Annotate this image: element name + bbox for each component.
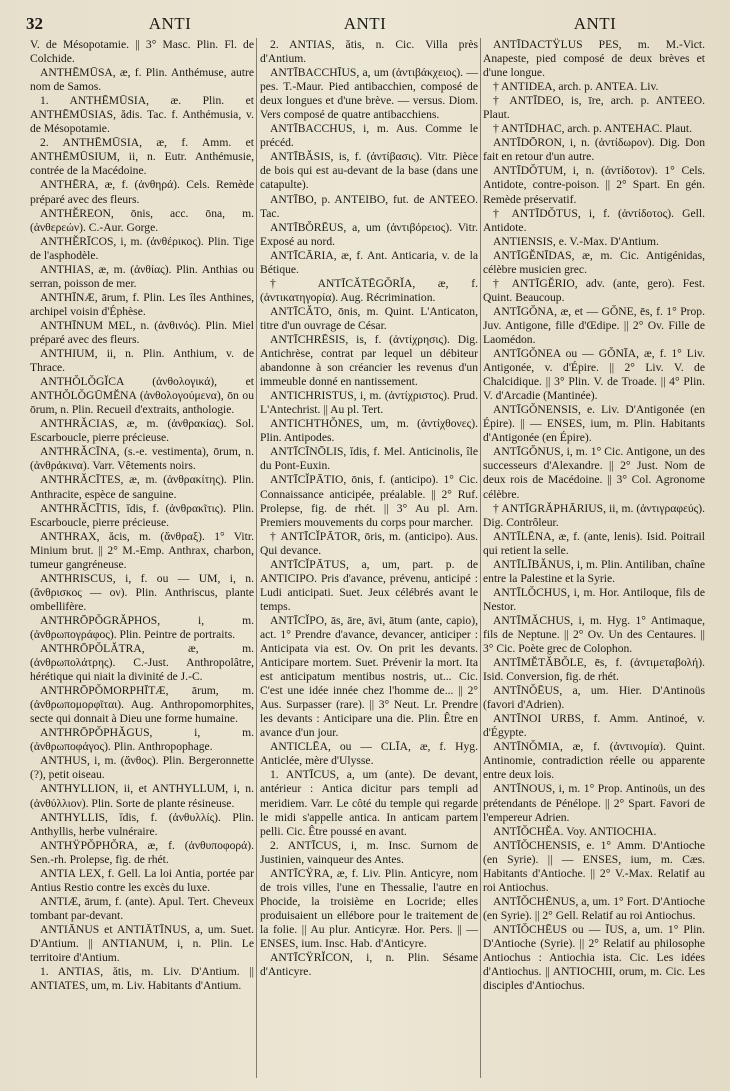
dictionary-entry: ANTĪCĬPĀTIO, ōnis, f. (anticipo). 1° Cic. Connaissance anticipée, préalable. || 2° Ruf. Prolepse, fig. de rhét. || 3° Au pl. Arn. Premiers mouvements du corps pour marcher. [260,473,478,529]
running-head-right: ANTI [573,14,617,33]
dictionary-entry: ANTHYLLIS, ĭdis, f. (ἀνθυλλίς). Plin. Anthyllis, herbe vulnéraire. [30,810,254,838]
dictionary-entry: ANTĪCĂTO, ōnis, m. Quint. L'Anticaton, titre d'un ouvrage de César. [260,304,478,332]
dictionary-entry: † ANTĪCĂTĒGŎRĬA, æ, f. (ἀντικατηγορία). Aug. Récrimination. [260,276,478,304]
dictionary-entry: ANTHYLLION, ii, et ANTHYLLUM, i, n. (ἀνθύλλιον). Plin. Sorte de plante résineuse. [30,782,254,810]
dictionary-entry: † ANTĪDHAC, arch. p. ANTEHAC. Plaut. [493,122,693,136]
dictionary-entry: ANTHŎLŎGĬCA (ἀνθολογικά), et ANTHŎLŎGŪMĔNA (ἀνθολογούμενα), ōn ou ōrum, n. Plin. Recueil d'extraits, anthologie. [30,375,254,417]
dictionary-entry: ANTHĒRA, æ, f. (ἀνθηρά). Cels. Remède préparé avec des fleurs. [30,178,254,206]
dictionary-entry: ANTICHRISTUS, i, m. (ἀντίχριστος). Prud. L'Antechrist. || Au pl. Tert. [260,389,478,417]
dictionary-entry: ANTĪCŸRĬCON, i, n. Plin. Sésame d'Anticyre. [260,951,478,979]
dictionary-entry: † ANTĪDEO, is, īre, arch. p. ANTEEO. Plaut. [483,94,705,122]
dictionary-entry: ANTICLĒA, ou — CLĪA, æ, f. Hyg. Anticlée, mère d'Ulysse. [260,740,478,768]
dictionary-entry: † ANTĪCĬPĀTOR, ōris, m. (anticipo). Aus. Qui devance. [260,529,478,557]
dictionary-entry: ANTIA LEX, f. Gell. La loi Antia, portée par Antius Restio contre les excès du luxe. [30,866,254,894]
dictionary-entry: ANTĪBĂSIS, is, f. (ἀντίβασις). Vitr. Pièce de bois qui est au-devant de la base (dans une catapulte). [260,150,478,192]
dictionary-entry: ANTHŸPŎPHŎRA, æ, f. (ἀνθυποφορά). Sen.-rh. Prolepse, fig. de rhét. [30,838,254,866]
column-right [483,38,705,1078]
dictionary-entry: ANTĪGŎNUS, i, m. 1° Cic. Antigone, un des successeurs d'Alexandre. || 2° Just. Nom de deux rois de Macédoine. || 3° Col. Agronome célèbre. [483,445,705,501]
dictionary-entry: ANTĪLĪBĂNUS, i, m. Plin. Antiliban, chaîne entre la Palestine et la Syrie. [483,557,705,585]
dictionary-entry: ANTĪCĪNŌLIS, ĭdis, f. Mel. Anticinolis, île du Pont-Euxin. [260,445,478,473]
dictionary-entry: ANTHRAX, ăcis, m. (ἄνθραξ). 1° Vitr. Minium brut. || 2° M.-Emp. Anthrax, charbon, tumeur gangréneuse. [30,529,254,571]
dictionary-entry: ANTĪŎCHĒUS ou — ĪUS, a, um. 1° Plin. D'Antioche (Syrie). || 2° Relatif au philosophe Antiochus : Antiochia ista. Cic. Les idées d'Antiochus. || ANTIOCHII, orum, m. Cic. Les disciples d'Antiochus. [483,922,705,993]
dictionary-entry: V. de Mésopotamie. || 3° Masc. Plin. Fl. de Colchide. [30,38,254,66]
dictionary-entry: ANTĪCĀRIA, æ, f. Ant. Anticaria, v. de la Bétique. [260,248,478,276]
dictionary-entry: ANTĪGĔNĪDAS, æ, m. Cic. Antigénidas, célèbre musicien grec. [483,248,705,276]
dictionary-entry: ANTĪNOI URBS, f. Amm. Antinoé, v. d'Égypte. [483,712,705,740]
dictionary-entry: ANTĪGŎNEA ou — GŎNĪA, æ, f. 1° Liv. Antigonée, v. d'Épire. || 2° Liv. V. de Chalcidique. || 3° Plin. V. de Troade. || 4° Plin. V. d'Arcadie (Mantinée). [483,347,705,403]
dictionary-entry: 1. ANTIAS, ătis, m. Liv. D'Antium. || ANTIATES, um, m. Liv. Habitants d'Antium. [30,965,254,993]
dictionary-entry: ANTĪGŎNA, æ, et — GŎNE, ēs, f. 1° Prop. Juv. Antigone, fille d'Œdipe. || 2° Ov. Fille de Laomédon. [483,304,705,346]
dictionary-entry: † ANTĪDŎTUS, i, f. (ἀντίδοτος). Gell. Antidote. [483,206,705,234]
dictionary-entry: ANTĪBŎRĒUS, a, um (ἀντιβόρειος). Vitr. Exposé au nord. [260,220,478,248]
dictionary-entry: † ANTĪGĔRIO, adv. (ante, gero). Fest. Quint. Beaucoup. [483,276,705,304]
dictionary-entry: ANTĪCĬPO, ās, āre, āvi, ātum (ante, capio), act. 1° Prendre d'avance, devancer, anticiper : Anticipata via est. Ov. On prit les devants. Anticipare mortem. Suet. Prévenir la mort. Ita est anticipatum mentibus nostris, ut... Cic. C'est une idée innée chez l'homme de... || 2° Aus. Surpasser (rare). || 3° Neut. Lr. Prendre les devants : Anticipare una die. Plin. Être en avance d'un jour. [260,613,478,740]
dictionary-entry: ANTHRŌPŎMORPHĪTÆ, ārum, m. (ἀνθρωπομορφῖται). Aug. Anthropomorphites, secte qui donnait à Dieu une forme humaine. [30,684,254,726]
dictionary-entry: 2. ANTHĒMŪSIA, æ, f. Amm. et ANTHĒMŪSIUM, ii, n. Eutr. Anthémusie, contrée de la Macédoine. [30,136,254,178]
dictionary-entry: ANTICHTHŎNES, um, m. (ἀντίχθονες). Plin. Antipodes. [260,417,478,445]
running-head-left: ANTI [148,14,192,33]
dictionary-entry: ANTIÆ, ārum, f. (ante). Apul. Tert. Cheveux tombant par-devant. [30,894,254,922]
column-divider [480,38,481,1078]
dictionary-entry: ANTHRŌPŎLĂTRA, æ, m. (ἀνθρωπολάτρης). C.-Just. Anthropolâtre, hérétique qui niait la divinité de J.-C. [30,642,254,684]
dictionary-entry: ANTĪNŎĒUS, a, um. Hier. D'Antinoüs (favori d'Adrien). [483,684,705,712]
dictionary-entry: 1. ANTĪCUS, a, um (ante). De devant, antérieur : Antica dicitur pars templi ad meridiem. Varr. Le côté du temple qui regarde le midi s'appelle antica. In anticam partem pelli. Cic. Être poussé en avant. [260,768,478,838]
dictionary-entry: ANTĪCHRĒSIS, is, f. (ἀντίχρησις). Dig. Antichrèse, contrat par lequel un débiteur abandonne à son créancier les revenus d'un immeuble donné en nantissement. [260,332,478,389]
page-number: 32 [26,14,43,33]
dictionary-entry: ANTĪŎCHĔA. Voy. ANTIOCHIA. [493,824,657,838]
dictionary-entry: ANTĪCŸRA, æ, f. Liv. Plin. Anticyre, nom de trois villes, l'une en Thessalie, l'autre en Phocide, la troisième en Locride; elles produisaient un ellébore pour le traitement de la folie. || Au plur. Anticyræ. Hor. Pers. || — ENSES, ium. Insc. Hab. d'Anticyre. [260,866,478,950]
dictionary-entry: ANTĪDŎTUM, i, n. (ἀντίδοτον). 1° Cels. Antidote, contre-poison. || 2° Spart. En gén. Remède préservatif. [483,164,705,206]
dictionary-entry: ANTHRISCUS, i, f. ou — UM, i, n. (ἄνθρισκος — ον). Plin. Anthriscus, plante ombellifère. [30,571,254,613]
dictionary-entry: ANTHRĂCIAS, æ, m. (ἀνθρακίας). Sol. Escarboucle, pierre précieuse. [30,417,254,445]
dictionary-entry: ANTĪBO, p. ANTEIBO, fut. de ANTEEO. Tac. [260,192,478,220]
dictionary-entry: ANTĪMĂCHUS, i, m. Hyg. 1° Antimaque, fils de Neptune. || 2° Ov. Un des Centaures. || 3° Cic. Poète grec de Colophon. [483,613,705,656]
dictionary-entry: ANTIĀNUS et ANTIĀTĪNUS, a, um. Suet. D'Antium. || ANTIANUM, i, n. Plin. Le territoire d'Antium. [30,922,254,965]
dictionary-entry: ANTĪBACCHĪUS, a, um (ἀντιβάκχειος). — pes. T.-Maur. Pied antibacchien, composé de deux longues et d'une brève. — versus. Diom. Vers composé de quatre antibacchiens. [260,66,478,122]
column-middle [260,38,478,1078]
dictionary-entry: ANTHĪNÆ, ārum, f. Plin. Les îles Anthines, archipel voisin d'Éphèse. [30,290,254,318]
dictionary-entry: ANTHĔREON, ōnis, acc. ōna, m. (ἀνθερεών). C.-Aur. Gorge. [30,206,254,234]
dictionary-entry: ANTĪŎCHĒNUS, a, um. 1° Fort. D'Antioche (en Syrie). || 2° Gell. Relatif au roi Antiochus. [483,894,705,922]
dictionary-entry: ANTĪLĒNA, æ, f. (ante, lenis). Isid. Poitrail qui retient la selle. [483,529,705,557]
page-header [0,12,730,36]
dictionary-entry: ANTHUS, i, m. (ἄνθος). Plin. Bergeronnette (?), petit oiseau. [30,754,254,782]
dictionary-entry: ANTĪNOUS, i, m. 1° Prop. Antinoüs, un des prétendants de Pénélope. || 2° Spart. Favori de l'empereur Adrien. [483,782,705,824]
dictionary-entry: ANTĪDACTŸLUS PES, m. M.-Vict. Anapeste, pied composé de deux brèves et d'une longue. [483,38,705,80]
dictionary-entry: † ANTĪGRĂPHĀRIUS, ii, m. (ἀντιγραφεύς). Dig. Contrôleur. [483,501,705,529]
dictionary-entry: ANTĪDŌRON, i, n. (ἀντίδωρον). Dig. Don fait en retour d'un autre. [483,136,705,164]
dictionary-entry: ANTĪGŎNENSIS, e. Liv. D'Antigonée (en Épire). || — ENSES, ium, m. Plin. Habitants d'Antigonée (en Épire). [483,403,705,445]
dictionary-entry: ANTHRĂCĪTIS, ĭdis, f. (ἀνθρακῖτις). Plin. Escarboucle, pierre précieuse. [30,501,254,529]
dictionary-entry: ANTHIUM, ii, n. Plin. Anthium, v. de Thrace. [30,347,254,375]
dictionary-entry: ANTHRĂCĪNA, (s.-e. vestimenta), ōrum, n. (ἀνθράκινα). Varr. Vêtements noirs. [30,445,254,473]
dictionary-entry: ANTĪŎCHENSIS, e. 1° Amm. D'Antioche (en Syrie). || — ENSES, ium, m. Cæs. Habitants d'Antioche. || 2° V.-Max. Relatif au roi Antiochus. [483,838,705,894]
dictionary-entry: ANTHRĂCĪTES, æ, m. (ἀνθρακίτης). Plin. Anthracite, espèce de sanguine. [30,473,254,501]
dictionary-entry: ANTĪLŎCHUS, i, m. Hor. Antiloque, fils de Nestor. [483,585,705,613]
dictionary-entry: 1. ANTHĒMŪSIA, æ. Plin. et ANTHĒMŪSIAS, ădis. Tac. f. Anthémusia, v. de Mésopotamie. [30,94,254,136]
dictionary-entry: ANTĪMĔTĂBŎLE, ēs, f. (ἀντιμεταβολή). Isid. Conversion, fig. de rhét. [483,656,705,684]
column-left [30,38,254,1078]
dictionary-entry: ANTHIAS, æ, m. (ἀνθίας). Plin. Anthias ou serran, poisson de mer. [30,262,254,290]
dictionary-entry: ANTHRŌPŎPHĂGUS, i, m. (ἀνθρωποφάγος). Plin. Anthropophage. [30,726,254,754]
running-head-center: ANTI [343,14,387,33]
dictionary-entry: † ANTIDEA, arch. p. ANTEA. Liv. [493,80,659,94]
dictionary-entry: ANTHĪNUM MEL, n. (ἀνθινός). Plin. Miel préparé avec des fleurs. [30,318,254,346]
dictionary-entry: ANTHĔRĪCOS, i, m. (ἀνθέρικος). Plin. Tige de l'asphodèle. [30,234,254,262]
dictionary-entry: ANTHĒMŪSA, æ, f. Plin. Anthémuse, autre nom de Samos. [30,66,254,94]
dictionary-entry: ANTHRŌPŎGRĂPHOS, i, m. (ἀνθρωπογράφος). Plin. Peintre de portraits. [30,613,254,641]
dictionary-entry: ANTĪNŎMIA, æ, f. (ἀντινομία). Quint. Antinomie, contradiction réelle ou apparente entre deux lois. [483,740,705,782]
dictionary-entry: 2. ANTIAS, ătis, n. Cic. Villa près d'Antium. [260,38,478,66]
dictionary-entry: ANTIENSIS, e. V.-Max. D'Antium. [493,234,659,248]
column-divider [256,38,257,1078]
dictionary-entry: ANTĪBACCHUS, i, m. Aus. Comme le précéd. [260,122,478,150]
dictionary-entry: 2. ANTĪCUS, i, m. Insc. Surnom de Justinien, vainqueur des Antes. [260,838,478,866]
dictionary-entry: ANTĪCĬPĀTUS, a, um, part. p. de ANTICIPO. Pris d'avance, prévenu, anticipé : Ludi anticipati. Suet. Jeux célébrés avant le temps. [260,557,478,613]
